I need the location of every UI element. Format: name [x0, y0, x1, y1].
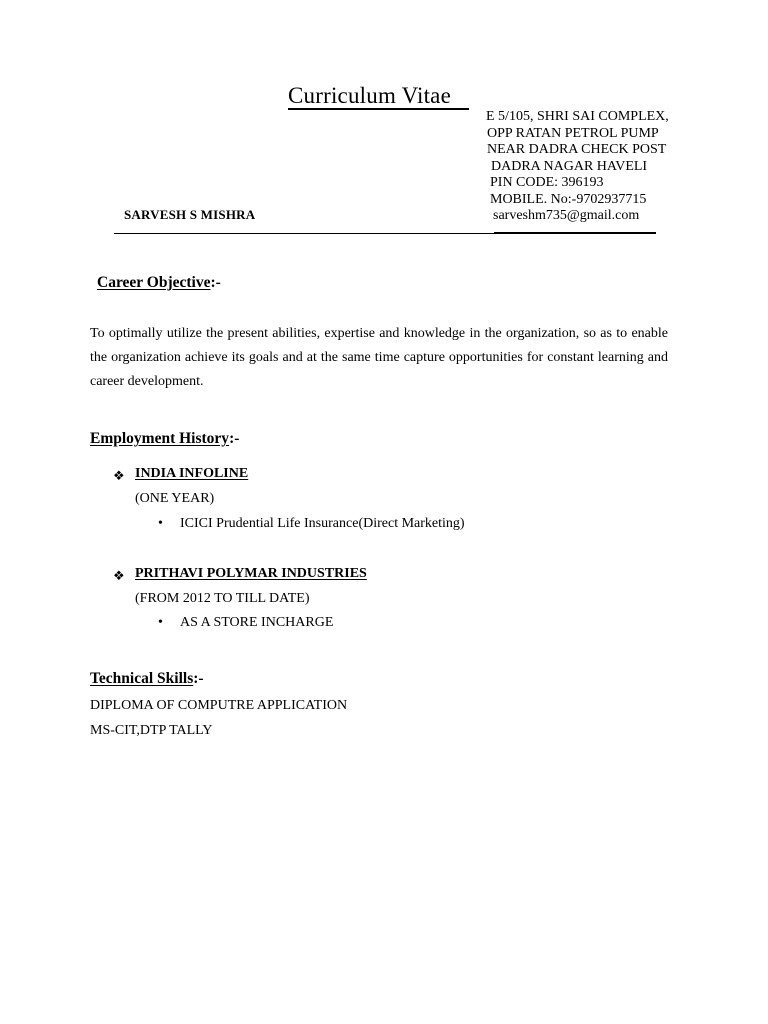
address-line-1: E 5/105, SHRI SAI COMPLEX, — [486, 109, 669, 124]
address-line-3: NEAR DADRA CHECK POST — [487, 142, 667, 157]
address-line-5: PIN CODE: 396193 — [490, 175, 604, 190]
address-line-7-email: sarveshm735@gmail.com — [493, 208, 640, 223]
career-objective-heading-suffix: :- — [210, 274, 221, 291]
career-objective-heading — [97, 274, 221, 292]
address-line-2: OPP RATAN PETROL PUMP — [487, 125, 659, 141]
header-divider-overlay — [494, 232, 656, 233]
diamond-bullet-icon: ❖ — [113, 568, 125, 583]
address-block — [486, 109, 669, 225]
technical-skills-heading-suffix: :- — [193, 670, 204, 687]
technical-skills-heading — [90, 670, 204, 688]
job-1-detail: ICICI Prudential Life Insurance(Direct Marketing) — [180, 516, 465, 531]
job-1-period: (ONE YEAR) — [135, 491, 215, 506]
address-line-6: MOBILE. No:-9702937715 — [490, 191, 647, 207]
career-objective-text: To optimally utilize the present abilities, expertise and knowledge in the organization, so as to enable the organization achieve its goals and at the same time capture opportunities for constant learning and career development. — [90, 326, 668, 389]
technical-skills-heading-text: Technical Skills — [90, 670, 194, 687]
diamond-bullet-icon: ❖ — [113, 468, 125, 483]
employment-history-heading-suffix: :- — [229, 430, 240, 447]
skill-item: DIPLOMA OF COMPUTRE APPLICATION — [90, 698, 348, 713]
job-2-company: PRITHAVI POLYMAR INDUSTRIES — [135, 566, 367, 581]
job-2-detail: AS A STORE INCHARGE — [180, 615, 334, 630]
career-objective-heading-text: Career Objective — [97, 274, 211, 291]
job-1-company: INDIA INFOLINE — [135, 466, 249, 481]
employment-history-heading-text: Employment History — [90, 430, 230, 447]
skill-item: MS-CIT,DTP TALLY — [90, 723, 213, 738]
page-title: Curriculum Vitae — [288, 83, 451, 108]
employment-history-heading — [90, 430, 239, 448]
job-2-period: (FROM 2012 TO TILL DATE) — [135, 591, 310, 606]
address-line-4: DADRA NAGAR HAVELI — [491, 158, 648, 174]
applicant-name: SARVESH S MISHRA — [124, 207, 256, 222]
dot-bullet-icon: • — [158, 615, 163, 630]
dot-bullet-icon: • — [158, 516, 163, 531]
header-divider — [114, 233, 656, 234]
title-underline — [288, 108, 469, 110]
